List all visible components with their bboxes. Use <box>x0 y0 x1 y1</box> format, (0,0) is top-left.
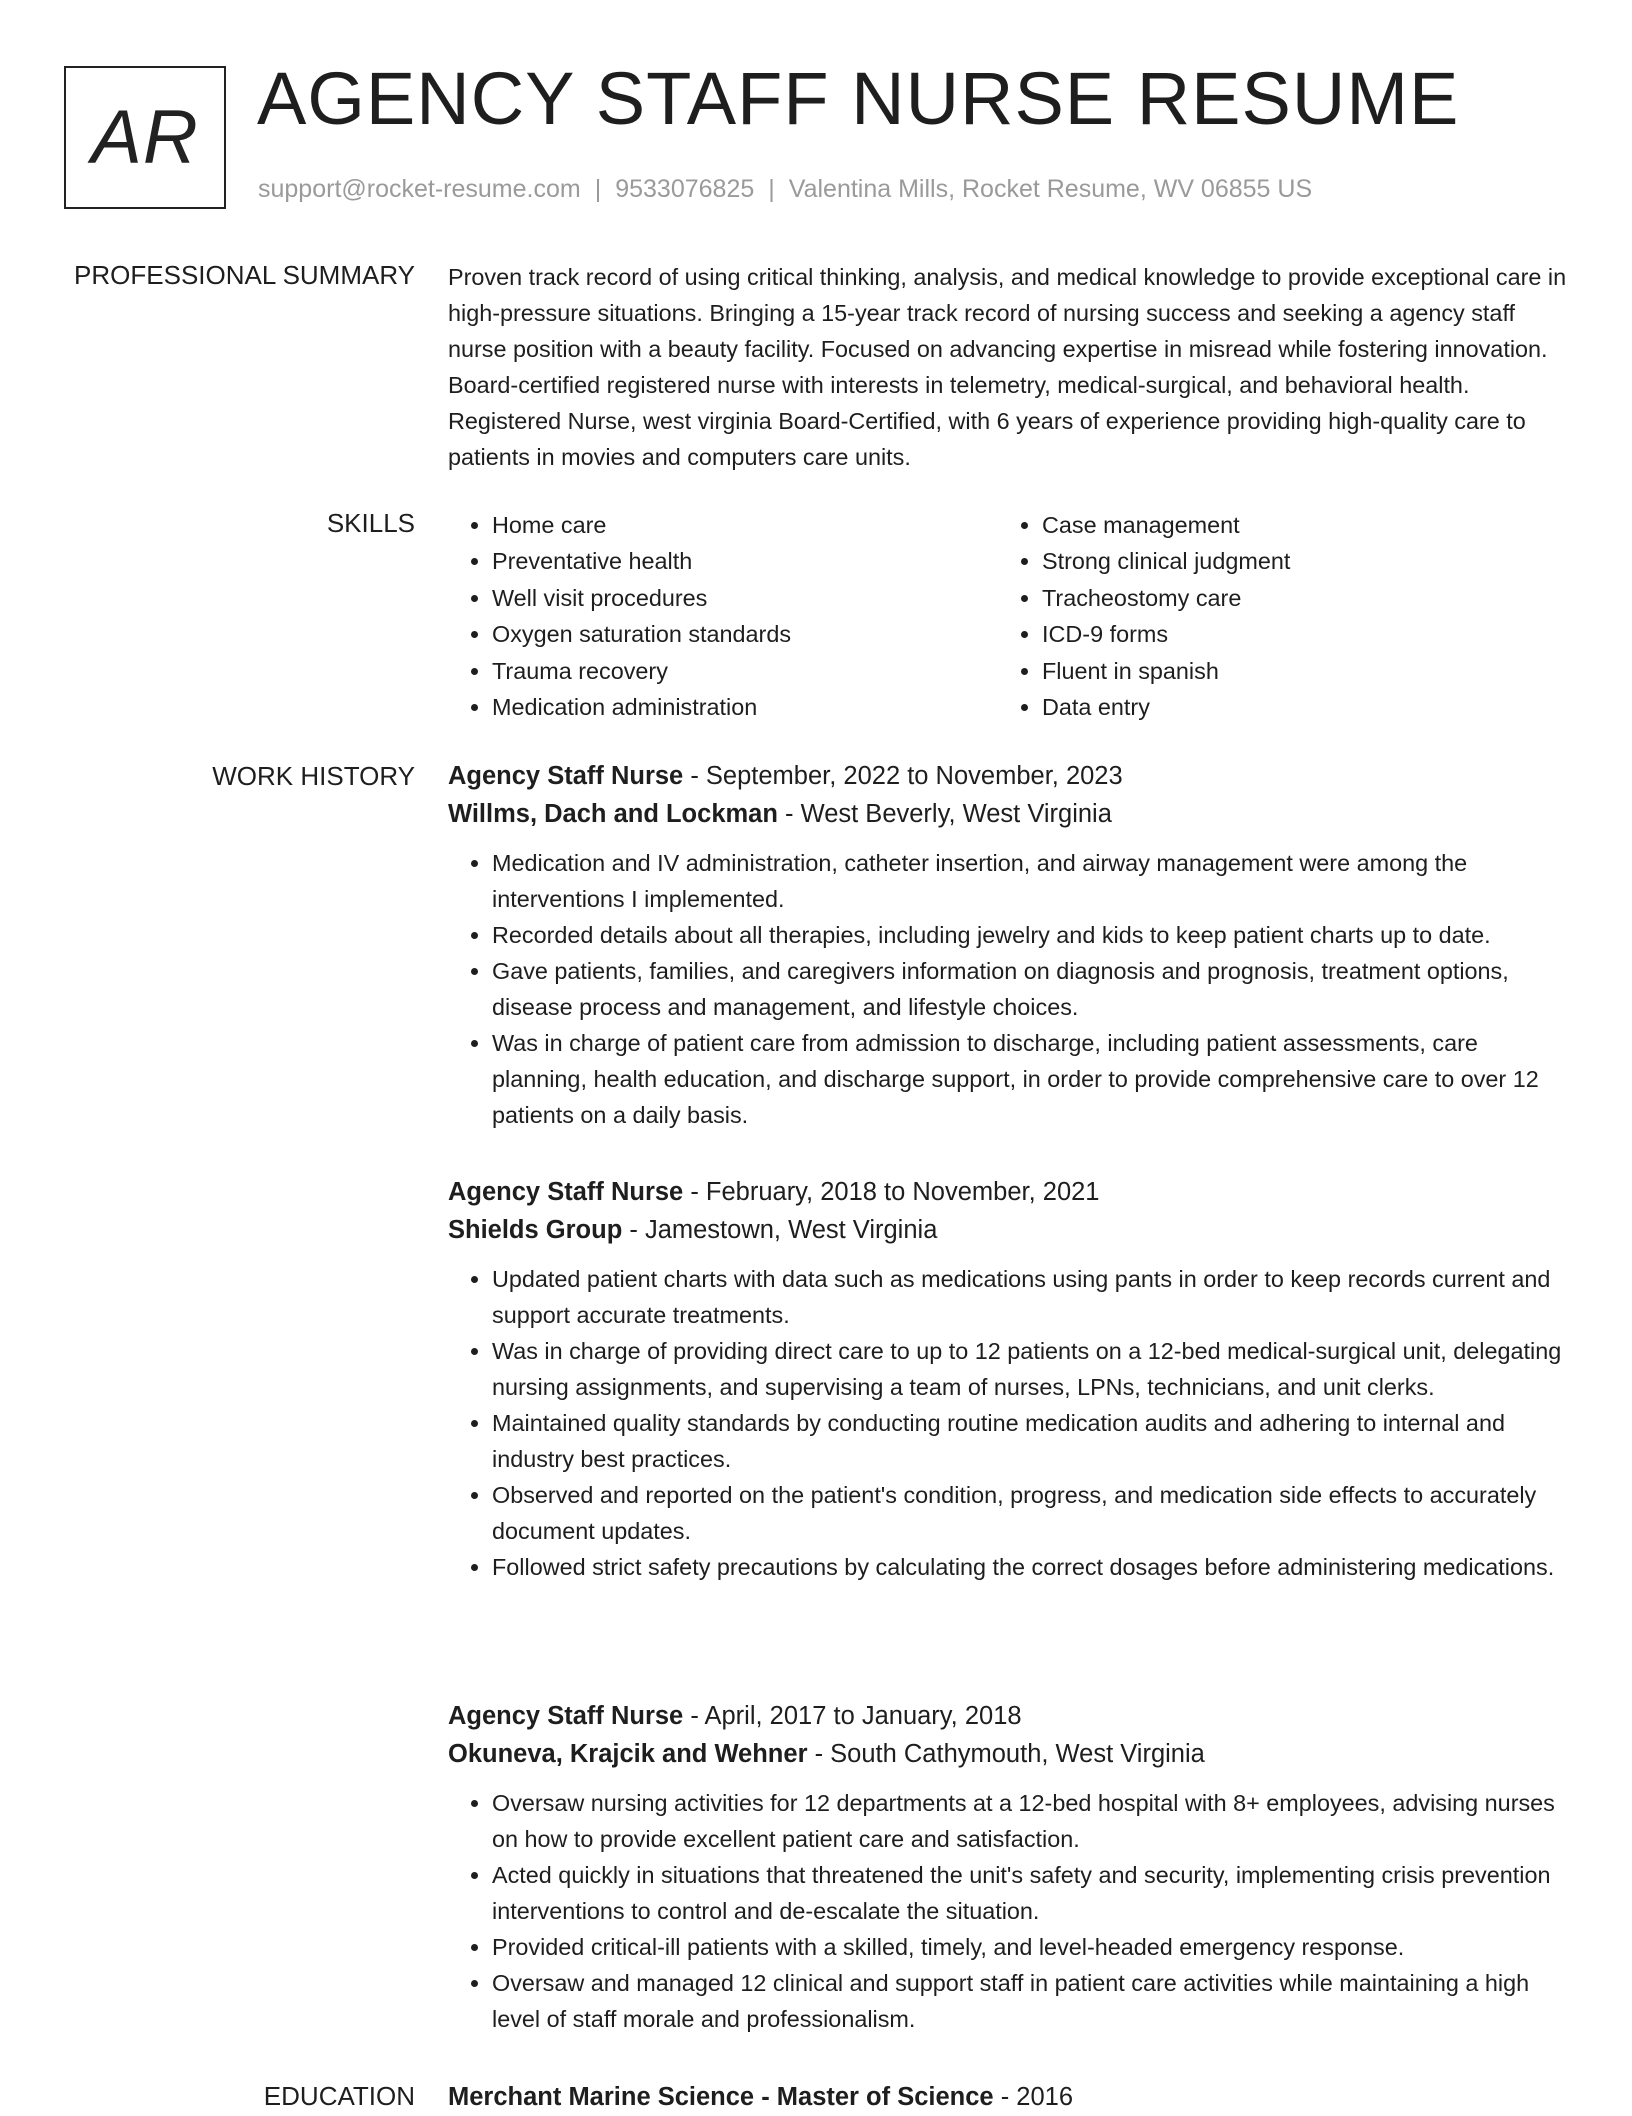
skill-item: • Case management <box>1042 507 1548 543</box>
contact-separator: | <box>594 175 602 203</box>
section-label-skills: SKILLS <box>326 508 415 538</box>
education-line <box>448 2078 1572 2116</box>
skill-item: • ICD-9 forms <box>1042 616 1548 652</box>
skill-item: • Preventative health <box>492 543 998 579</box>
job-bullet: • Followed strict safety precautions by calculating the correct dosages before administering medications. <box>492 1549 1572 1585</box>
job-location: - Jamestown, West Virginia <box>622 1216 938 1244</box>
skill-item: • Oxygen saturation standards <box>492 616 998 652</box>
job-entry <box>448 1173 1572 1585</box>
job-company: Willms, Dach and Lockman <box>448 800 778 828</box>
job-bullet: • Recorded details about all therapies, including jewelry and kids to keep patient charts up to date. <box>492 917 1572 953</box>
summary-section <box>448 259 1572 475</box>
monogram: AR <box>64 66 226 209</box>
resume-title: AGENCY STAFF NURSE RESUME <box>257 57 1460 140</box>
skill-item: • Medication administration <box>492 689 998 725</box>
job-bullet: • Oversaw nursing activities for 12 departments at a 12-bed hospital with 8+ employees, advising nurses on how to provide excellent patient care and satisfaction. <box>492 1785 1572 1857</box>
job-title: Agency Staff Nurse <box>448 1702 684 1730</box>
contact-phone: 9533076825 <box>615 175 755 203</box>
job-bullet: • Gave patients, families, and caregivers information on diagnosis and prognosis, treatment options, disease process and management, and lifestyle choices. <box>492 953 1572 1025</box>
job-dates: - September, 2022 to November, 2023 <box>683 762 1123 790</box>
job-company: Shields Group <box>448 1216 623 1244</box>
skill-item: • Data entry <box>1042 689 1548 725</box>
skill-item: • Trauma recovery <box>492 653 998 689</box>
job-bullets <box>448 845 1572 1133</box>
section-label-summary: PROFESSIONAL SUMMARY <box>74 260 415 290</box>
skills-section <box>448 507 1572 725</box>
job-company: Okuneva, Krajcik and Wehner <box>448 1740 808 1768</box>
job-location: - West Beverly, West Virginia <box>777 800 1112 828</box>
contact-line <box>258 175 1312 204</box>
job-bullet: • Provided critical-ill patients with a skilled, timely, and level-headed emergency response. <box>492 1929 1572 1965</box>
skill-item: • Tracheostomy care <box>1042 580 1548 616</box>
job-entry <box>448 1697 1572 2037</box>
job-bullet: • Maintained quality standards by conducting routine medication audits and adhering to internal and industry best practices. <box>492 1405 1572 1477</box>
job-bullet: • Was in charge of providing direct care to up to 12 patients on a 12-bed medical-surgical unit, delegating nursing assignments, and supervising a team of nurses, LPNs, technicians, and unit clerks. <box>492 1333 1572 1405</box>
education-section <box>448 2078 1572 2116</box>
section-label-education: EDUCATION <box>263 2081 415 2111</box>
skills-list-left <box>448 507 998 725</box>
job-bullet: • Acted quickly in situations that threatened the unit's safety and security, implementing crisis prevention interventions to control and de-escalate the situation. <box>492 1857 1572 1929</box>
job-bullet: • Was in charge of patient care from admission to discharge, including patient assessments, care planning, health education, and discharge support, in order to provide comprehensive care to over 12 patients on a daily basis. <box>492 1025 1572 1133</box>
job-title-line <box>448 1697 1572 1735</box>
job-entry <box>448 757 1572 1133</box>
job-bullets <box>448 1785 1572 2037</box>
skill-item: • Fluent in spanish <box>1042 653 1548 689</box>
job-company-line <box>448 1211 1572 1249</box>
job-title-line <box>448 757 1572 795</box>
skills-list-right <box>998 507 1548 725</box>
section-label-work-history: WORK HISTORY <box>212 761 415 791</box>
job-bullets <box>448 1261 1572 1585</box>
contact-separator: | <box>768 175 775 203</box>
contact-email: support@rocket-resume.com <box>258 175 581 203</box>
job-bullet: • Medication and IV administration, catheter insertion, and airway management were among the interventions I implemented. <box>492 845 1572 917</box>
job-company-line <box>448 1735 1572 1773</box>
job-title: Agency Staff Nurse <box>448 1178 684 1206</box>
job-company-line <box>448 795 1572 833</box>
skill-item: • Well visit procedures <box>492 580 998 616</box>
job-bullet: • Observed and reported on the patient's condition, progress, and medication side effects to accurately document updates. <box>492 1477 1572 1549</box>
skill-item: • Home care <box>492 507 998 543</box>
job-title-line <box>448 1173 1572 1211</box>
job-bullet: • Oversaw and managed 12 clinical and support staff in patient care activities while maintaining a high level of staff morale and professionalism. <box>492 1965 1572 2037</box>
summary-text: Proven track record of using critical thinking, analysis, and medical knowledge to provide exceptional care in high-pressure situations. Bringing a 15-year track record of nursing success and seeking a agency staff nurse position with a beauty facility. Focused on advancing expertise in misread while fostering innovation. Board-certified registered nurse with interests in telemetry, medical-surgical, and behavioral health. Registered Nurse, west virginia Board-Certified, with 6 years of experience providing high-quality care to patients in movies and computers care units. <box>448 264 1567 470</box>
job-title: Agency Staff Nurse <box>448 762 684 790</box>
job-bullet: • Updated patient charts with data such as medications using pants in order to keep records current and support accurate treatments. <box>492 1261 1572 1333</box>
job-dates: - February, 2018 to November, 2021 <box>683 1178 1100 1206</box>
education-year: - 2016 <box>993 2083 1074 2111</box>
job-location: - South Cathymouth, West Virginia <box>807 1740 1205 1768</box>
job-dates: - April, 2017 to January, 2018 <box>683 1702 1022 1730</box>
education-degree: Merchant Marine Science - Master of Science <box>448 2083 994 2111</box>
skill-item: • Strong clinical judgment <box>1042 543 1548 579</box>
contact-address: Valentina Mills, Rocket Resume, WV 06855 US <box>788 175 1313 203</box>
